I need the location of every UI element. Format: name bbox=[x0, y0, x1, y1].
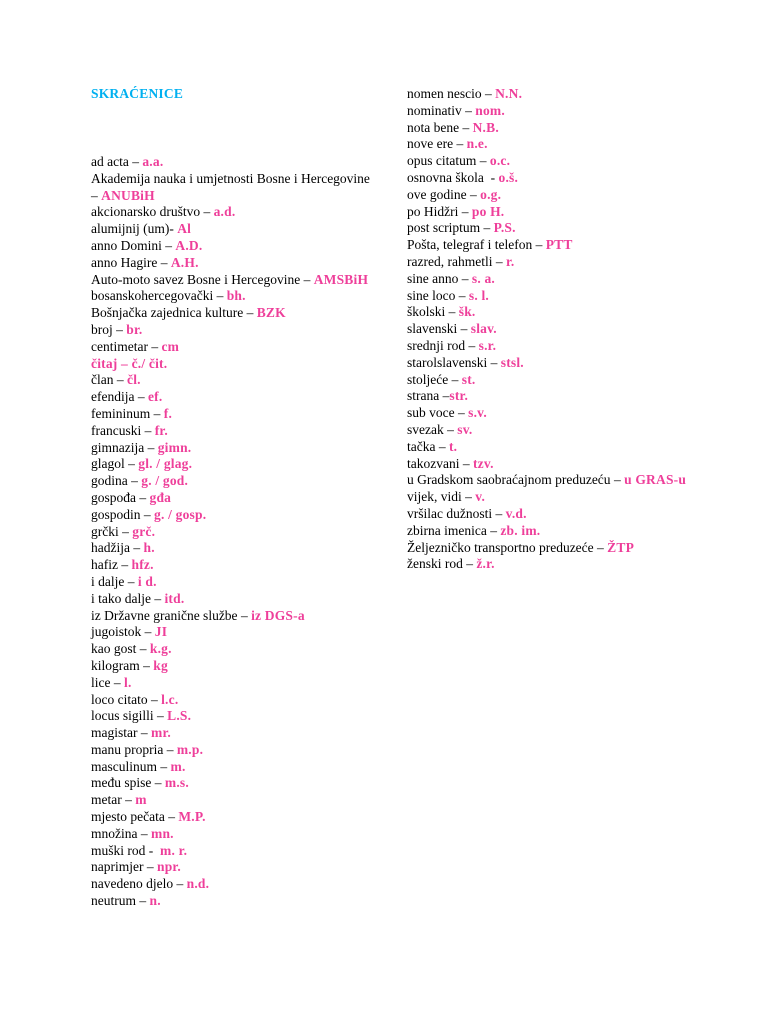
abbreviation-entry bbox=[407, 271, 687, 288]
entry-term: manu propria bbox=[91, 741, 164, 757]
entry-term: broj bbox=[91, 321, 113, 337]
entry-term: ove godine bbox=[407, 186, 467, 202]
entry-term: nomen nescio bbox=[407, 86, 482, 101]
entry-separator: – bbox=[136, 641, 150, 657]
abbreviation-entry bbox=[407, 170, 687, 187]
entry-separator: – bbox=[150, 590, 165, 606]
entry-abbreviation: itd. bbox=[164, 590, 185, 606]
entry-abbreviation: po H. bbox=[471, 203, 505, 219]
entry-term: grčki bbox=[91, 523, 119, 539]
entry-separator: – bbox=[487, 354, 501, 370]
entry-term: kao gost bbox=[91, 641, 137, 657]
abbreviation-entry bbox=[407, 220, 687, 237]
entry-abbreviation: s. a. bbox=[471, 270, 496, 286]
entry-abbreviation: u GRAS-u bbox=[624, 472, 687, 488]
entry-abbreviation: N.B. bbox=[472, 119, 499, 135]
entry-separator: - bbox=[483, 169, 499, 185]
abbreviation-entry bbox=[407, 472, 687, 489]
entry-term: naprimjer bbox=[91, 859, 144, 875]
entry-separator: – bbox=[173, 876, 187, 892]
entry-separator: – bbox=[151, 775, 165, 791]
abbreviation-entry bbox=[91, 406, 371, 423]
entry-abbreviation: tzv. bbox=[472, 455, 494, 471]
abbreviation-entry bbox=[407, 506, 687, 523]
entry-abbreviation: m bbox=[135, 792, 147, 808]
abbreviation-entry bbox=[407, 372, 687, 389]
entry-separator: – bbox=[486, 522, 501, 538]
entry-term: stoljeće bbox=[407, 371, 449, 387]
entry-term: Auto-moto savez Bosne i Hercegovine bbox=[91, 271, 301, 287]
entry-separator: – bbox=[443, 421, 458, 437]
entry-abbreviation: zb. im. bbox=[500, 522, 541, 538]
entry-term: ženski rod bbox=[407, 556, 463, 572]
entry-separator: – bbox=[150, 405, 164, 421]
entry-abbreviation: ef. bbox=[147, 389, 163, 405]
entry-abbreviation: mr. bbox=[151, 725, 171, 741]
entry-abbreviation: m.s. bbox=[164, 775, 189, 791]
abbreviation-entry bbox=[91, 204, 371, 221]
abbreviation-entry bbox=[91, 356, 371, 373]
entry-term: nominativ bbox=[407, 102, 462, 118]
entry-term: starolslavenski bbox=[407, 354, 488, 370]
entry-separator: – bbox=[91, 170, 374, 203]
entry-term: Akademija nauka i umjetnosti Bosne i Hercegovine bbox=[91, 170, 370, 186]
abbreviation-entry bbox=[91, 708, 371, 725]
entry-term: Pošta, telegraf i telefon bbox=[407, 237, 533, 253]
entry-separator: – bbox=[459, 119, 473, 135]
entry-separator: – bbox=[117, 557, 132, 573]
entry-term: akcionarsko društvo bbox=[91, 204, 201, 220]
entry-abbreviation: g. / god. bbox=[141, 473, 189, 489]
entry-abbreviation: fr. bbox=[154, 422, 168, 438]
abbreviation-entry bbox=[91, 692, 371, 709]
entry-abbreviation: f. bbox=[163, 405, 173, 421]
entry-term: neutrum bbox=[91, 893, 136, 909]
entry-term: množina bbox=[91, 825, 138, 841]
abbreviation-list-left bbox=[91, 154, 374, 910]
entry-separator: – bbox=[457, 321, 471, 337]
entry-term: francuski bbox=[91, 422, 142, 438]
abbreviation-entry bbox=[91, 792, 371, 809]
entry-separator: – bbox=[141, 422, 155, 438]
abbreviation-entry bbox=[91, 658, 371, 675]
entry-abbreviation: a.d. bbox=[213, 204, 236, 220]
entry-term: muški rod bbox=[91, 842, 146, 858]
entry-term: razred, rahmetli bbox=[407, 253, 493, 269]
entry-term: gospođa bbox=[91, 489, 136, 505]
entry-abbreviation: n.e. bbox=[466, 136, 488, 152]
abbreviation-entry bbox=[407, 523, 687, 540]
abbreviation-entry bbox=[91, 305, 371, 322]
entry-term: sub voce bbox=[407, 405, 455, 421]
abbreviation-entry bbox=[407, 456, 687, 473]
abbreviation-entry bbox=[91, 826, 371, 843]
entry-separator: – bbox=[492, 505, 506, 521]
entry-abbreviation: slav. bbox=[470, 321, 497, 337]
entry-term: mjesto pečata bbox=[91, 809, 165, 825]
abbreviation-entry bbox=[407, 120, 687, 137]
entry-separator: – bbox=[137, 725, 151, 741]
entry-abbreviation: grč. bbox=[132, 523, 156, 539]
entry-separator: – bbox=[610, 472, 625, 488]
entry-separator: – bbox=[134, 389, 148, 405]
entry-separator: – bbox=[110, 674, 124, 690]
page-title: SKRAĆENICE bbox=[91, 86, 184, 101]
entry-term: efendija bbox=[91, 389, 135, 405]
entry-separator: – bbox=[466, 186, 481, 202]
entry-term: opus citatum bbox=[407, 153, 477, 169]
entry-separator: – bbox=[139, 657, 154, 673]
entry-abbreviation: s. l. bbox=[468, 287, 490, 303]
entry-abbreviation: čl. bbox=[127, 372, 141, 388]
abbreviation-entry bbox=[407, 556, 687, 573]
entry-abbreviation: g. / gosp. bbox=[154, 506, 207, 522]
entry-abbreviation: n.d. bbox=[186, 876, 210, 892]
abbreviation-entry bbox=[91, 221, 371, 238]
entry-term: svezak bbox=[407, 421, 444, 437]
entry-separator: – bbox=[243, 305, 257, 321]
entry-separator: – bbox=[445, 304, 459, 320]
entry-term: ad acta bbox=[91, 154, 129, 169]
abbreviation-entry bbox=[91, 624, 371, 641]
entry-separator: – bbox=[143, 859, 157, 875]
abbreviation-entry bbox=[91, 742, 371, 759]
entry-abbreviation: P.S. bbox=[493, 220, 516, 236]
entry-term: i tako dalje bbox=[91, 590, 151, 606]
entry-term: osnovna škola bbox=[407, 169, 484, 185]
entry-abbreviation: cm bbox=[161, 338, 180, 354]
entry-separator: – bbox=[153, 708, 168, 724]
abbreviation-entry bbox=[91, 456, 371, 473]
abbreviation-entry bbox=[91, 389, 371, 406]
abbreviation-entry bbox=[407, 439, 687, 456]
entry-separator: – bbox=[157, 254, 171, 270]
entry-term: sine loco bbox=[407, 287, 456, 303]
entry-abbreviation: m. r. bbox=[160, 842, 188, 858]
entry-abbreviation: AMSBiH bbox=[313, 271, 369, 287]
entry-term: magistar bbox=[91, 725, 138, 741]
entry-abbreviation: A.H. bbox=[170, 254, 199, 270]
entry-abbreviation: BZK bbox=[256, 305, 286, 321]
entry-separator: – bbox=[137, 825, 151, 841]
entry-abbreviation: nom. bbox=[475, 102, 505, 118]
entry-separator: – bbox=[458, 203, 472, 219]
entry-term: sine anno bbox=[407, 270, 459, 286]
abbreviation-entry bbox=[407, 422, 687, 439]
abbreviation-entry bbox=[91, 540, 371, 557]
entry-abbreviation: mn. bbox=[151, 825, 174, 841]
entry-abbreviation: l.c. bbox=[161, 691, 179, 707]
abbreviation-entry bbox=[407, 254, 687, 271]
entry-abbreviation: Al bbox=[177, 221, 192, 237]
abbreviation-entry bbox=[407, 355, 687, 372]
entry-abbreviation: N.N. bbox=[495, 86, 523, 101]
entry-separator: – bbox=[448, 371, 462, 387]
abbreviation-entry bbox=[407, 103, 687, 120]
entry-term: vršilac dužnosti bbox=[407, 505, 493, 521]
entry-separator: - bbox=[145, 842, 161, 858]
entry-term: godina bbox=[91, 473, 128, 489]
entry-separator: – bbox=[237, 607, 252, 623]
abbreviation-entry bbox=[91, 255, 371, 272]
entry-abbreviation: hfz. bbox=[131, 557, 154, 573]
entry-abbreviation: kg bbox=[153, 657, 168, 673]
entry-separator: – bbox=[157, 758, 171, 774]
entry-abbreviation: šk. bbox=[458, 304, 476, 320]
abbreviation-entry bbox=[91, 843, 371, 860]
entry-abbreviation: gđa bbox=[149, 489, 172, 505]
entry-separator: – bbox=[476, 153, 490, 169]
entry-separator: – bbox=[124, 573, 138, 589]
entry-separator: – bbox=[439, 388, 450, 404]
abbreviation-entry bbox=[91, 591, 371, 608]
entry-separator: – bbox=[161, 237, 176, 253]
entry-term: među spise bbox=[91, 775, 152, 791]
abbreviation-entry bbox=[91, 339, 371, 356]
entry-separator: – bbox=[480, 220, 494, 236]
entry-term: iz Državne granične službe bbox=[91, 607, 238, 623]
entry-term: slavenski bbox=[407, 321, 458, 337]
abbreviation-entry bbox=[91, 557, 371, 574]
entry-term: nove ere bbox=[407, 136, 454, 152]
entry-term: školski bbox=[407, 304, 446, 320]
entry-separator: – bbox=[127, 473, 142, 489]
abbreviation-entry bbox=[91, 675, 371, 692]
abbreviation-entry bbox=[91, 574, 371, 591]
abbreviation-entry bbox=[407, 304, 687, 321]
entry-abbreviation: i d. bbox=[137, 573, 157, 589]
entry-separator: – bbox=[453, 136, 467, 152]
entry-abbreviation: gl. / glag. bbox=[138, 456, 193, 472]
entry-term: locus sigilli bbox=[91, 708, 154, 724]
entry-abbreviation: npr. bbox=[156, 859, 181, 875]
entry-separator: – bbox=[128, 154, 143, 169]
entry-separator: – bbox=[454, 405, 469, 421]
entry-abbreviation: o.š. bbox=[498, 169, 519, 185]
entry-term: femininum bbox=[91, 405, 151, 421]
entry-abbreviation: s.r. bbox=[478, 337, 497, 353]
entry-separator: – bbox=[163, 741, 177, 757]
entry-term: nota bene bbox=[407, 119, 460, 135]
entry-separator: – bbox=[213, 288, 227, 304]
entry-term: alumijnij (um)- bbox=[91, 221, 174, 237]
entry-separator: – bbox=[200, 204, 214, 220]
entry-separator: – bbox=[462, 556, 477, 572]
entry-separator: – bbox=[532, 237, 546, 253]
entry-abbreviation: v. bbox=[475, 489, 486, 505]
abbreviation-entry bbox=[91, 322, 371, 339]
abbreviation-entry bbox=[91, 859, 371, 876]
entry-term: anno Hagire bbox=[91, 254, 158, 270]
abbreviation-list-right bbox=[407, 86, 687, 573]
entry-separator: – bbox=[113, 372, 127, 388]
entry-separator: – bbox=[435, 438, 449, 454]
entry-term: glagol bbox=[91, 456, 125, 472]
abbreviation-entry bbox=[407, 338, 687, 355]
abbreviation-entry bbox=[91, 524, 371, 541]
abbreviation-entry bbox=[407, 153, 687, 170]
abbreviation-entry bbox=[91, 893, 371, 910]
abbreviation-entry bbox=[91, 608, 371, 625]
abbreviation-entry bbox=[91, 372, 371, 389]
abbreviation-entry bbox=[91, 238, 371, 255]
entry-term: član bbox=[91, 372, 114, 388]
entry-separator: – bbox=[481, 86, 496, 101]
entry-term: Bošnjačka zajednica kulture bbox=[91, 305, 244, 321]
entry-abbreviation: br. bbox=[126, 321, 143, 337]
abbreviation-entry bbox=[91, 473, 371, 490]
entry-separator: – bbox=[459, 455, 473, 471]
entry-term: gimnazija bbox=[91, 439, 145, 455]
entry-separator: – bbox=[136, 489, 150, 505]
abbreviation-entry bbox=[407, 237, 687, 254]
entry-abbreviation: ž.r. bbox=[476, 556, 495, 572]
entry-separator: – bbox=[147, 338, 162, 354]
entry-term: loco citato bbox=[91, 691, 148, 707]
entry-abbreviation: A.D. bbox=[175, 237, 203, 253]
entry-abbreviation: v.d. bbox=[505, 505, 527, 521]
abbreviation-entry bbox=[407, 86, 687, 103]
entry-abbreviation: o.c. bbox=[489, 153, 511, 169]
entry-separator: – bbox=[124, 456, 139, 472]
entry-abbreviation: l. bbox=[124, 674, 132, 690]
entry-term: gospodin bbox=[91, 506, 141, 522]
entry-separator: – bbox=[455, 287, 469, 303]
entry-abbreviation: o.g. bbox=[480, 186, 502, 202]
abbreviation-entry bbox=[407, 136, 687, 153]
abbreviation-entry bbox=[91, 440, 371, 457]
entry-abbreviation: ŽTP bbox=[607, 539, 635, 555]
entry-term: po Hidžri bbox=[407, 203, 459, 219]
abbreviation-entry bbox=[91, 876, 371, 893]
abbreviation-entry bbox=[407, 540, 687, 557]
abbreviation-entry bbox=[407, 321, 687, 338]
entry-separator: – bbox=[461, 489, 476, 505]
abbreviation-entry bbox=[91, 725, 371, 742]
entry-abbreviation: str. bbox=[449, 388, 469, 404]
entry-abbreviation: čitaj – č./ čit. bbox=[91, 355, 168, 371]
entry-term: strana bbox=[407, 388, 440, 404]
entry-abbreviation: M.P. bbox=[178, 809, 206, 825]
abbreviation-entry bbox=[91, 775, 371, 792]
abbreviation-entry bbox=[407, 288, 687, 305]
abbreviation-entry bbox=[91, 641, 371, 658]
entry-separator: – bbox=[140, 506, 155, 522]
entry-separator: – bbox=[458, 270, 472, 286]
entry-abbreviation: a.a. bbox=[142, 154, 164, 169]
entry-abbreviation: st. bbox=[461, 371, 476, 387]
entry-separator: – bbox=[118, 523, 133, 539]
entry-term: zbirna imenica bbox=[407, 522, 487, 538]
entry-abbreviation: iz DGS-a bbox=[251, 607, 305, 623]
entry-separator: – bbox=[492, 253, 506, 269]
entry-term: navedeno djelo bbox=[91, 876, 174, 892]
abbreviation-entry bbox=[407, 489, 687, 506]
entry-abbreviation: ANUBiH bbox=[101, 187, 155, 203]
abbreviation-entry bbox=[407, 204, 687, 221]
abbreviation-entry bbox=[91, 154, 371, 171]
abbreviation-entry bbox=[91, 759, 371, 776]
entry-separator: – bbox=[141, 624, 155, 640]
entry-term: metar bbox=[91, 792, 122, 808]
entry-abbreviation: t. bbox=[448, 438, 458, 454]
abbreviation-entry bbox=[91, 272, 371, 289]
entry-abbreviation: s.v. bbox=[468, 405, 487, 421]
entry-term: vijek, vidi bbox=[407, 489, 462, 505]
entry-separator: – bbox=[144, 439, 158, 455]
entry-term: i dalje bbox=[91, 573, 125, 589]
entry-separator: – bbox=[136, 893, 150, 909]
entry-abbreviation: n. bbox=[149, 893, 161, 909]
entry-term: anno Domini bbox=[91, 237, 162, 253]
entry-term: lice bbox=[91, 674, 111, 690]
entry-term: kilogram bbox=[91, 657, 140, 673]
entry-separator: – bbox=[300, 271, 314, 287]
entry-term: post scriptum bbox=[407, 220, 481, 236]
entry-abbreviation: gimn. bbox=[157, 439, 192, 455]
abbreviation-entry bbox=[91, 288, 371, 305]
abbreviation-entry bbox=[407, 187, 687, 204]
abbreviation-entry bbox=[407, 405, 687, 422]
entry-abbreviation: r. bbox=[505, 253, 515, 269]
abbreviation-entry bbox=[91, 809, 371, 826]
entry-term: centimetar bbox=[91, 338, 148, 354]
entry-abbreviation: stsl. bbox=[500, 354, 524, 370]
entry-term: hadžija bbox=[91, 540, 130, 556]
entry-separator: – bbox=[461, 102, 476, 118]
entry-abbreviation: sv. bbox=[457, 421, 473, 437]
entry-term: u Gradskom saobraćajnom preduzeću bbox=[407, 472, 611, 488]
entry-separator: – bbox=[121, 792, 136, 808]
entry-separator: – bbox=[593, 539, 608, 555]
entry-separator: – bbox=[465, 337, 479, 353]
abbreviation-entry bbox=[91, 423, 371, 440]
entry-abbreviation: m.p. bbox=[176, 741, 204, 757]
entry-separator: – bbox=[147, 691, 162, 707]
entry-term: hafiz bbox=[91, 557, 118, 573]
entry-abbreviation: h. bbox=[143, 540, 155, 556]
entry-abbreviation: bh. bbox=[226, 288, 246, 304]
entry-term: masculinum bbox=[91, 758, 157, 774]
entry-separator: – bbox=[112, 321, 127, 337]
abbreviation-entry bbox=[91, 490, 371, 507]
entry-term: bosanskohercegovački bbox=[91, 288, 214, 304]
entry-term: srednji rod bbox=[407, 337, 466, 353]
entry-term: Željezničko transportno preduzeće bbox=[407, 539, 594, 555]
entry-term: jugoistok bbox=[91, 624, 142, 640]
entry-abbreviation: m. bbox=[170, 758, 186, 774]
entry-abbreviation: JI bbox=[154, 624, 168, 640]
entry-term: takozvani bbox=[407, 455, 460, 471]
entry-abbreviation: L.S. bbox=[167, 708, 192, 724]
abbreviation-entry bbox=[91, 507, 371, 524]
entry-abbreviation: k.g. bbox=[149, 641, 172, 657]
entry-separator: – bbox=[129, 540, 144, 556]
entry-abbreviation: PTT bbox=[545, 237, 573, 253]
entry-term: tačka bbox=[407, 438, 436, 454]
entry-separator: – bbox=[164, 809, 179, 825]
abbreviation-entry bbox=[91, 170, 374, 205]
abbreviation-entry bbox=[407, 388, 687, 405]
